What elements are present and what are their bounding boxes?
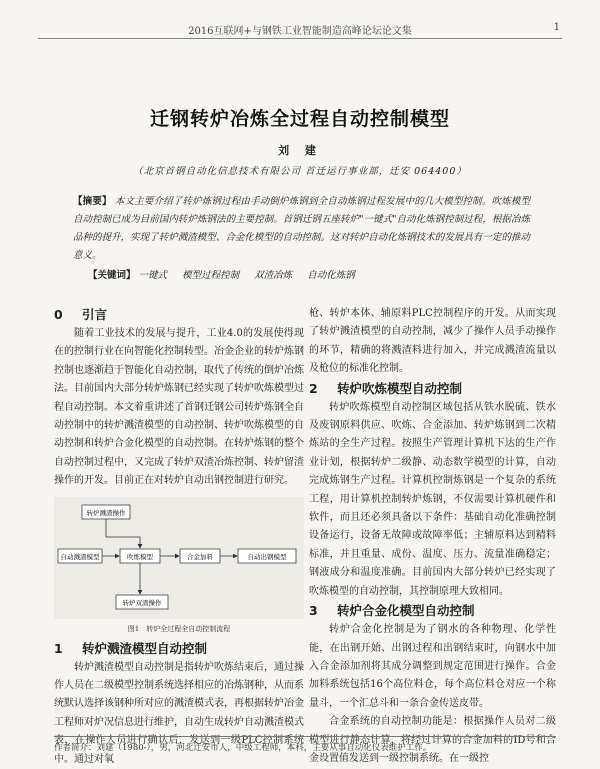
section-heading [54, 639, 304, 659]
author: 刘 建 [278, 144, 322, 157]
flow-label-tap: 自动出钢模型 [247, 552, 287, 561]
section-heading [309, 379, 556, 399]
flow-label-top: 转炉溅渣操作 [86, 508, 126, 517]
section-title: 转炉吹炼模型自动控制 [337, 380, 463, 396]
section-heading [54, 305, 304, 325]
paper-title: 迁钢转炉冶炼全过程自动控制模型 [149, 108, 450, 130]
section-number: 0 [54, 307, 63, 322]
section-title: 转炉合金化模型自动控制 [337, 603, 475, 619]
paragraph: 随着工业技术的发展与提升，工业4.0的发展使得现在的控制行业在向智能化控制转型。冶金企业的转炉炼钢控制也逐渐趋于智能化自动控制，取代了传统的倒炉冶炼法。目前国内大部分转炉炼钢已经实现了转炉吹炼模型过程自动控制。本文着重讲述了首钢迁钢公司转炉炼钢全自动控制中的转炉溅渣模型的自动控制、转炉吹炼模型的自动控制和转炉合金化模型的自动控制。在转炉炼钢的整个自动控制过程中，又完成了转炉双渣冶炼控制、转炉留渣操作的开发。目前正在对转炉自动出钢控制进行研究。 [54, 328, 304, 487]
flow-box-left [58, 549, 102, 563]
paragraph: 合金系统的自动控制功能是：根据操作人员对二级模型进行静态计算，将经过计算的合金加料的ID号和合金设置值发送到一级控制系统。在一级控 [309, 716, 556, 764]
keywords-label: 【关键词】 [88, 270, 136, 281]
running-header [38, 22, 562, 39]
page-number: 1 [553, 22, 560, 33]
keyword-item: 双渣冶炼 [254, 270, 293, 281]
section-title: 转炉溅渣模型自动控制 [82, 640, 208, 656]
paragraph: 转炉吹炼模型自动控制区域包括从铁水脱硫、铁水及废钢原料供应、吹炼、合金添加、转炉炼钢到二次精炼站的全生产过程。按照生产管理计算机下达的生产作业计划，根据转炉二级静、动态数学模型的计算，自动完成炼钢生产过程。计算机控制炼钢是一个复杂的系统工程，用计算机控制转炉炼钢，不仅需要计算机硬件和软件，而且还必须具备以下条件：基础自动化准确控制设备运行，设备无故障或故障率低；主辅原料达到精料标准，并且重量、成份、温度、压力、流量准确稳定；钢液成分和温度准确。目前国内大部分转炉已经实现了吹炼模型的自动控制，其控制原理大致相同。 [309, 401, 556, 597]
abstract [73, 193, 530, 265]
paragraph: 转炉溅渣模型自动控制是指转炉吹炼结束后，通过操作人员在二级模型控制系统选择相应的冶炼钢种，从而系统默认选择该钢种所对应的溅渣模式表，再根据转炉冶金工程师对炉况信息进行维护，自动生成转炉自动溅渣模式表，在操作人员进行确认后，发送到一级PLC控制系统中。通过对氧 [54, 661, 304, 765]
flowchart-svg [54, 497, 304, 619]
author-footnote: 作者简介：刘建（1980-），男，河北迁安市人，中级工程师，本科，主要从事自动化仪表维护工作。 [54, 736, 556, 753]
left-column [54, 305, 304, 769]
flow-label-bottom: 转炉双渣操作 [122, 598, 162, 607]
section-heading [309, 601, 556, 621]
abstract-text: 本文主要介绍了转炉炼钢过程由手动倒炉炼钢到全自动炼钢过程发展中的几大模型控制。吹炼模型自动控制已成为目前国内转炉炼钢法的主要控制。首钢迁钢五座转炉"一键式"自动化炼钢控制过程，根据冶炼品种的提升，实现了转炉溅渣模型、合金化模型的自动控制。这对转炉自动化炼钢技术的发展具有一定的推动意义。 [73, 196, 530, 261]
paragraph: 转炉合金化控制是为了钢水的各种物理、化学性能，在出钢开始、出钢过程和出钢结束时，向钢水中加入合金添加剂将其成分调整到规定范围进行操作。合金加料系统包括16个高位料仓，每个高位料仓对应一个称量斗，一个汇总斗和一条合金传送皮带。 [309, 624, 556, 709]
keyword-item: 模型过程控制 [182, 270, 240, 281]
flow-label-mid: 吹炼模型 [127, 552, 153, 561]
affiliation: （北京首钢自动化信息技术有限公司 首迁运行事业部，迁安 064400） [133, 166, 467, 177]
section-number: 1 [54, 640, 63, 656]
keywords [88, 267, 530, 281]
section-number: 3 [309, 603, 318, 619]
flow-label-left: 自动溅渣模型 [60, 552, 100, 561]
flow-box-alloy [180, 549, 220, 563]
journal-name: 2016互联网+与钢铁工业智能制造高峰论坛论文集 [188, 26, 412, 37]
section-title: 引言 [82, 307, 108, 322]
abstract-label: 【摘要】 [73, 196, 112, 207]
flow-box-top [82, 505, 130, 519]
paragraph: 枪、转炉本体、辅原料PLC控制程序的开发。从而实现了转炉溅渣模型的自动控制，减少了操作人员手动操作的环节，精确的将溅渣料进行加入，并完成溅渣流量以及枪位的标准化控制。 [309, 308, 556, 375]
keyword-item: 一键式 [138, 270, 168, 281]
flowchart-figure [54, 497, 304, 619]
flow-label-alloy: 合金加料 [187, 552, 213, 561]
right-column [309, 305, 556, 768]
section-number: 2 [309, 380, 318, 396]
flow-box-tap [238, 549, 296, 563]
flow-box-mid [120, 549, 160, 563]
figure-caption: 图1 转炉全过程全自动控制流程 [127, 624, 231, 633]
flow-box-bottom [116, 595, 168, 609]
keyword-item: 自动化炼钢 [307, 270, 355, 281]
